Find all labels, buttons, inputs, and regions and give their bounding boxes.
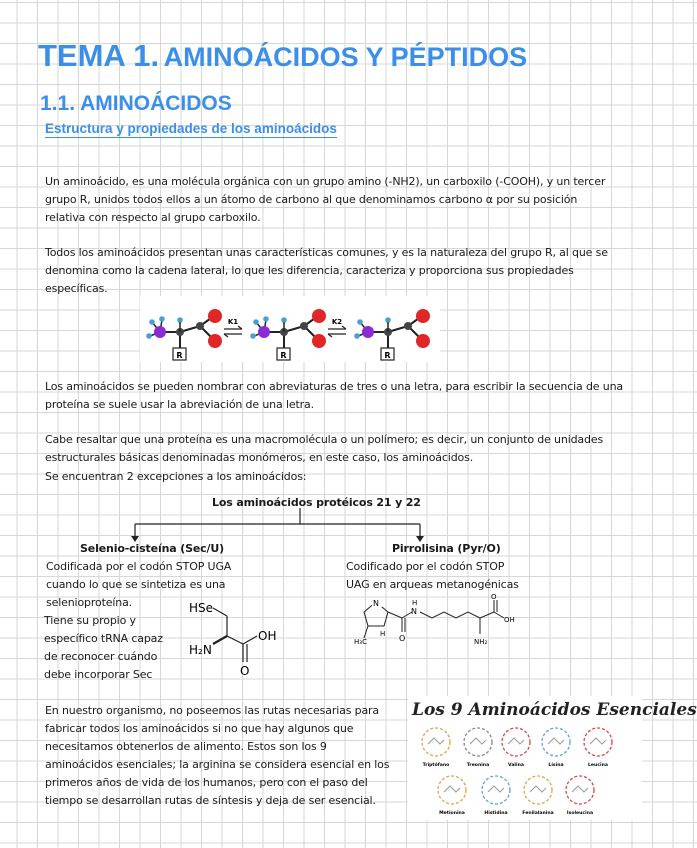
- amino-acid-equilibrium-diagram: [140, 296, 440, 362]
- text-line: En nuestro organismo, no poseemos las rutas necesarias para: [45, 704, 380, 717]
- svg-text:O: O: [240, 664, 250, 678]
- text-line: de reconocer cuándo: [44, 650, 158, 663]
- svg-text:Triptófano: Triptófano: [422, 763, 450, 768]
- svg-text:Isoleucina: Isoleucina: [566, 811, 594, 816]
- text-line: proteína se suele usar la abreviación de una letra.: [45, 398, 314, 411]
- page-title: [38, 38, 527, 74]
- essential-item-leucine: [584, 728, 612, 768]
- k1-label: K1: [227, 318, 239, 326]
- text-line: Codificado por el codón STOP: [346, 560, 505, 573]
- essential-item-threonine: [464, 728, 492, 768]
- svg-text:Leucina: Leucina: [588, 763, 608, 768]
- pyrrolysine-description: [346, 558, 566, 594]
- text-line: Cabe resaltar que una proteína es una macromolécula o un polímero; es decir, un conjunto de unidades: [45, 433, 604, 446]
- svg-text:N: N: [373, 599, 379, 608]
- text-line: Codificada por el codón STOP UGA: [46, 560, 232, 573]
- svg-text:Treonina: Treonina: [466, 763, 490, 768]
- essential-amino-acids-grid: [412, 724, 640, 820]
- text-line: grupo R, unidos todos ellos a un átomo de carbono al que denominamos carbono α por su posición: [45, 193, 578, 206]
- svg-text:Valina: Valina: [508, 763, 524, 768]
- text-line: UAG en arqueas metanogénicas: [346, 578, 519, 591]
- selenocysteine-trna-note: [44, 612, 194, 684]
- paragraph-exceptions: Se encuentran 2 excepciones a los aminoácidos:: [45, 470, 307, 483]
- svg-text:Metionina: Metionina: [439, 811, 465, 816]
- section-heading: 1.1. AMINOÁCIDOS: [40, 92, 232, 115]
- essential-item-histidine: [482, 776, 510, 816]
- text-line: cuando lo que se sintetiza es una: [46, 578, 226, 591]
- tree-connector: [120, 508, 450, 544]
- svg-text:H₂N: H₂N: [189, 643, 212, 657]
- r-group-label-2: R: [280, 351, 287, 360]
- tree-root-label: Los aminoácidos protéicos 21 y 22: [212, 496, 421, 509]
- text-line: fabricar todos los aminoácidos si no que hay algunos que: [45, 722, 354, 735]
- essential-item-methionine: [438, 776, 466, 816]
- text-line: aminoácidos esenciales; la arginina se considera esencial en los: [45, 758, 390, 771]
- selenocysteine-title: Selenio-cisteína (Sec/U): [80, 542, 225, 555]
- title-part1: TEMA 1.: [38, 38, 160, 73]
- essential-item-phenylalanine: [522, 776, 553, 816]
- svg-text:H₃C: H₃C: [354, 638, 367, 646]
- essential-item-lysine: [542, 728, 570, 768]
- text-line: tiempo se desarrollan rutas de síntesis y deja de ser esencial.: [45, 794, 376, 807]
- selenocysteine-structure: [185, 596, 285, 680]
- svg-text:HSe: HSe: [189, 601, 214, 615]
- svg-text:OH: OH: [504, 616, 515, 624]
- title-part2: AMINOÁCIDOS Y PÉPTIDOS: [163, 42, 528, 72]
- svg-text:Histidina: Histidina: [484, 811, 508, 816]
- text-line: primeros años de vida de los humanos, pero con el paso del: [45, 776, 368, 789]
- svg-text:H: H: [380, 630, 386, 638]
- svg-text:O: O: [399, 634, 406, 643]
- text-line: relativa con respecto al grupo carboxilo.: [45, 211, 261, 224]
- essential-item-tryptophan: [422, 728, 450, 768]
- essential-item-valine: [502, 728, 530, 768]
- text-line: específicas.: [45, 282, 108, 295]
- text-line: Tiene su propio y: [44, 614, 136, 627]
- svg-text:N: N: [411, 607, 417, 616]
- text-line: selenioproteína.: [46, 596, 133, 609]
- text-line: estructurales básicas denominadas monómeros, en este caso, los aminoácidos.: [45, 451, 474, 464]
- section-subtitle: Estructura y propiedades de los aminoácidos: [45, 121, 337, 136]
- text-line: Todos los aminoácidos presentan unas características comunes, y es la naturaleza del grupo R, al que se: [45, 246, 608, 259]
- paragraph-essential: [45, 702, 415, 810]
- pyrrolysine-structure: [350, 594, 525, 654]
- svg-text:Fenilalanina: Fenilalanina: [522, 811, 554, 816]
- essential-poster-title: Los 9 Aminoácidos Esenciales: [412, 700, 697, 720]
- essential-item-isoleucine: [566, 776, 594, 816]
- r-group-label-1: R: [176, 351, 183, 360]
- svg-text:NH₂: NH₂: [474, 638, 488, 646]
- svg-text:O: O: [491, 593, 497, 601]
- text-line: específico tRNA capaz: [44, 632, 163, 645]
- pyrrolysine-title: Pirrolisina (Pyr/O): [392, 542, 501, 555]
- text-line: necesitamos obtenerlos de alimento. Estos son los 9: [45, 740, 327, 753]
- paragraph-abbreviations: [45, 378, 655, 414]
- svg-text:OH: OH: [258, 629, 277, 643]
- text-line: debe incorporar Sec: [44, 668, 153, 681]
- svg-text:H: H: [412, 599, 418, 607]
- k2-label: K2: [331, 318, 343, 326]
- text-line: denomina como la cadena lateral, lo que les diferencia, caracteriza y proporciona sus propiedades: [45, 264, 574, 277]
- r-group-label-3: R: [384, 351, 391, 360]
- paragraph-definition: [45, 173, 645, 227]
- paragraph-common-features: [45, 244, 645, 298]
- paragraph-macromolecule: [45, 431, 645, 467]
- text-line: Un aminoácido, es una molécula orgánica con un grupo amino (-NH2), un carboxilo (-COOH), y un tercer: [45, 175, 606, 188]
- svg-text:Lisina: Lisina: [548, 763, 564, 768]
- text-line: Los aminoácidos se pueden nombrar con abreviaturas de tres o una letra, para escribir la secuencia de una: [45, 380, 623, 393]
